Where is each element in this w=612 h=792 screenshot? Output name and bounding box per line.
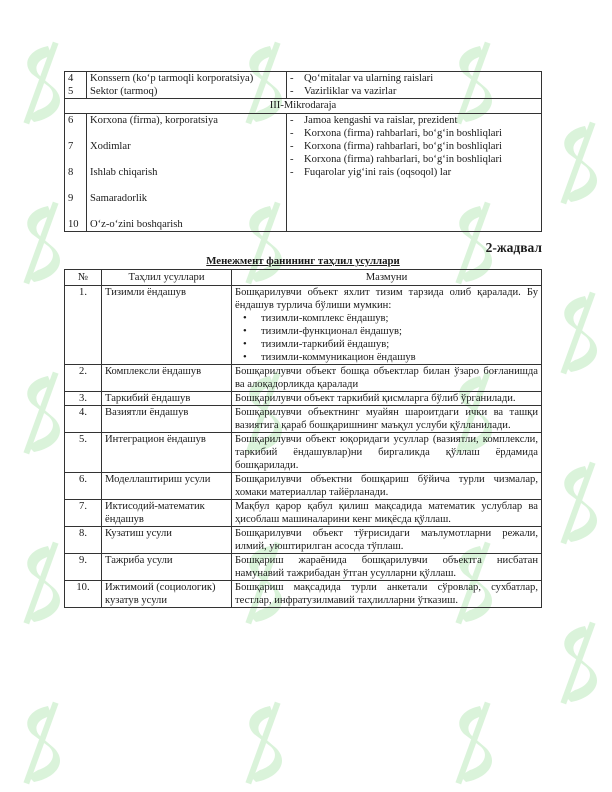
content-text: Бошқарилувчи объектнинг муайян шароитдаги ички ва ташқи вазиятига қараб бошқаришнинг маъқул услуби қўлланилади.: [235, 407, 538, 431]
method-content: [232, 554, 542, 581]
bullet-icon: •: [243, 352, 247, 363]
content-text: Бошқарилувчи объект юқоридаги усуллар (вазиятли, комплексли, таркибий ёндашувлар)ни биргаликда қўллаш ёрдамида бошқарилади.: [235, 434, 538, 471]
row-number: 2.: [65, 365, 102, 392]
table-header-row: [65, 270, 542, 286]
method-name: Вазиятли ёндашув: [102, 406, 232, 433]
content-text: Бошқарилувчи объект бошқа объектлар билан ўзаро боғланишда ва алоқадорликда қаралади: [235, 366, 538, 390]
row-names: Korxona (firma), korporatsiya Xodimlar Ishlab chiqarish Samaradorlik O‘z-o‘zini boshqarish: [87, 113, 287, 231]
column-header-method: Таҳлил усуллари: [102, 270, 232, 286]
method-content: [232, 286, 542, 365]
watermark-logo-icon: [440, 700, 510, 786]
row-names: Konssern (ko‘p tarmoqli korporatsiya) Sektor (tarmoq): [87, 72, 287, 99]
content-text: Бошқарилувчи объект таркибий қисмларга бўлиб ўрганилади.: [235, 393, 516, 404]
watermark-logo-icon: [545, 290, 612, 376]
section-title: III-Mikrodaraja: [65, 99, 542, 113]
watermark-logo-icon: [545, 120, 612, 206]
row-number: 5.: [65, 433, 102, 473]
table-row: [65, 286, 542, 365]
method-name: Тажриба усули: [102, 554, 232, 581]
watermark-logo-icon: [545, 620, 612, 706]
method-content: [232, 473, 542, 500]
content-text: Бошқарилувчи объектни бошқариш бўйича турли чизмалар, хомаки материаллар тайёрланади.: [235, 474, 538, 498]
table-row: [65, 554, 542, 581]
table-row: [65, 433, 542, 473]
content-text: Бошқариш жараёнида бошқарилувчи объектга нисбатан намунавий тажрибадан ўтган усулларни қўллаш.: [235, 555, 538, 579]
method-name: Моделлаштириш усули: [102, 473, 232, 500]
method-content: [232, 365, 542, 392]
row-number: 1.: [65, 286, 102, 365]
table-row: [65, 113, 542, 231]
column-header-number: №: [65, 270, 102, 286]
watermark-logo-icon: [8, 700, 78, 786]
method-content: [232, 527, 542, 554]
methods-table: [64, 269, 542, 608]
table-label: 2-жадвал: [485, 240, 542, 255]
table-row: [65, 72, 542, 99]
method-name: Тизимли ёндашув: [102, 286, 232, 365]
row-number: 9.: [65, 554, 102, 581]
table-row: [65, 473, 542, 500]
method-name: Интеграцион ёндашув: [102, 433, 232, 473]
bullet-icon: •: [243, 339, 247, 350]
table-row: [65, 527, 542, 554]
row-number: 7.: [65, 500, 102, 527]
row-number: 3.: [65, 392, 102, 406]
row-descriptions: - Jamoa kengashi va raislar, prezident - Korxona (firma) rahbarlari, bo‘g‘in boshliqlari - Korxona (firma) rahbarlari, bo‘g‘in boshliqlari - Korxona (firma) rahbarlari, bo‘g‘in boshliqlari - Fuqarolar yig‘ini rais (oqsoqol) lar: [287, 113, 542, 231]
bullet-text: тизимли-коммуникацион ёндашув: [261, 352, 416, 363]
bullet-text: тизимли-комплекс ёндашув;: [261, 313, 389, 324]
section-header-row: [65, 99, 542, 113]
row-descriptions: - Qo‘mitalar va ularning raislari - Vazirliklar va vazirlar: [287, 72, 542, 99]
list-item: [243, 312, 538, 325]
bullet-icon: •: [243, 313, 247, 324]
content-text: Бошқарилувчи объект тўғрисидаги маълумотларни режали, илмий, уюштирилган асосда тўплаш.: [235, 528, 538, 552]
method-name: Комплексли ёндашув: [102, 365, 232, 392]
content-text: Бошқарилувчи объект яхлит тизим тарзида олиб қаралади. Бу ёндашув турлича бўлиши мумкин:: [235, 287, 538, 311]
table-row: [65, 581, 542, 608]
row-numbers: 6 7 8 9 10: [65, 113, 87, 231]
method-content: [232, 581, 542, 608]
bullet-icon: •: [243, 326, 247, 337]
table-row: [65, 406, 542, 433]
watermark-logo-icon: [545, 460, 612, 546]
method-name: Кузатиш усули: [102, 527, 232, 554]
method-name: Иктисодий-математик ёндашув: [102, 500, 232, 527]
watermark-logo-icon: [230, 700, 300, 786]
bullet-list: [235, 312, 538, 364]
bullet-text: тизимли-таркибий ёндашув;: [261, 339, 390, 350]
hierarchy-table: [64, 71, 542, 232]
table-row: [65, 392, 542, 406]
method-name: Ижтимоий (социологик) кузатув усули: [102, 581, 232, 608]
method-content: [232, 392, 542, 406]
row-number: 10.: [65, 581, 102, 608]
content-text: Мақбул қарор қабул қилиш мақсадида математик услублар ва ҳисоблаш машиналарини кенг миқёсда қўллаш.: [235, 501, 538, 525]
list-item: [243, 325, 538, 338]
method-name: Таркибий ёндашув: [102, 392, 232, 406]
list-item: [243, 351, 538, 364]
method-content: [232, 406, 542, 433]
row-number: 8.: [65, 527, 102, 554]
table-row: [65, 500, 542, 527]
content-text: Бошқариш мақсадида турли анкетали сўровлар, сухбатлар, тестлар, инфратузилмавий таҳлилларни ўтказиш.: [235, 582, 538, 606]
row-number: 6.: [65, 473, 102, 500]
list-item: [243, 338, 538, 351]
method-content: [232, 433, 542, 473]
bullet-text: тизимли-функционал ёндашув;: [261, 326, 402, 337]
method-content: [232, 500, 542, 527]
table-row: [65, 365, 542, 392]
table-title: Менежмент фанининг таҳлил усуллари: [206, 255, 400, 267]
row-number: 4.: [65, 406, 102, 433]
row-numbers: 4 5: [65, 72, 87, 99]
column-header-content: Мазмуни: [232, 270, 542, 286]
